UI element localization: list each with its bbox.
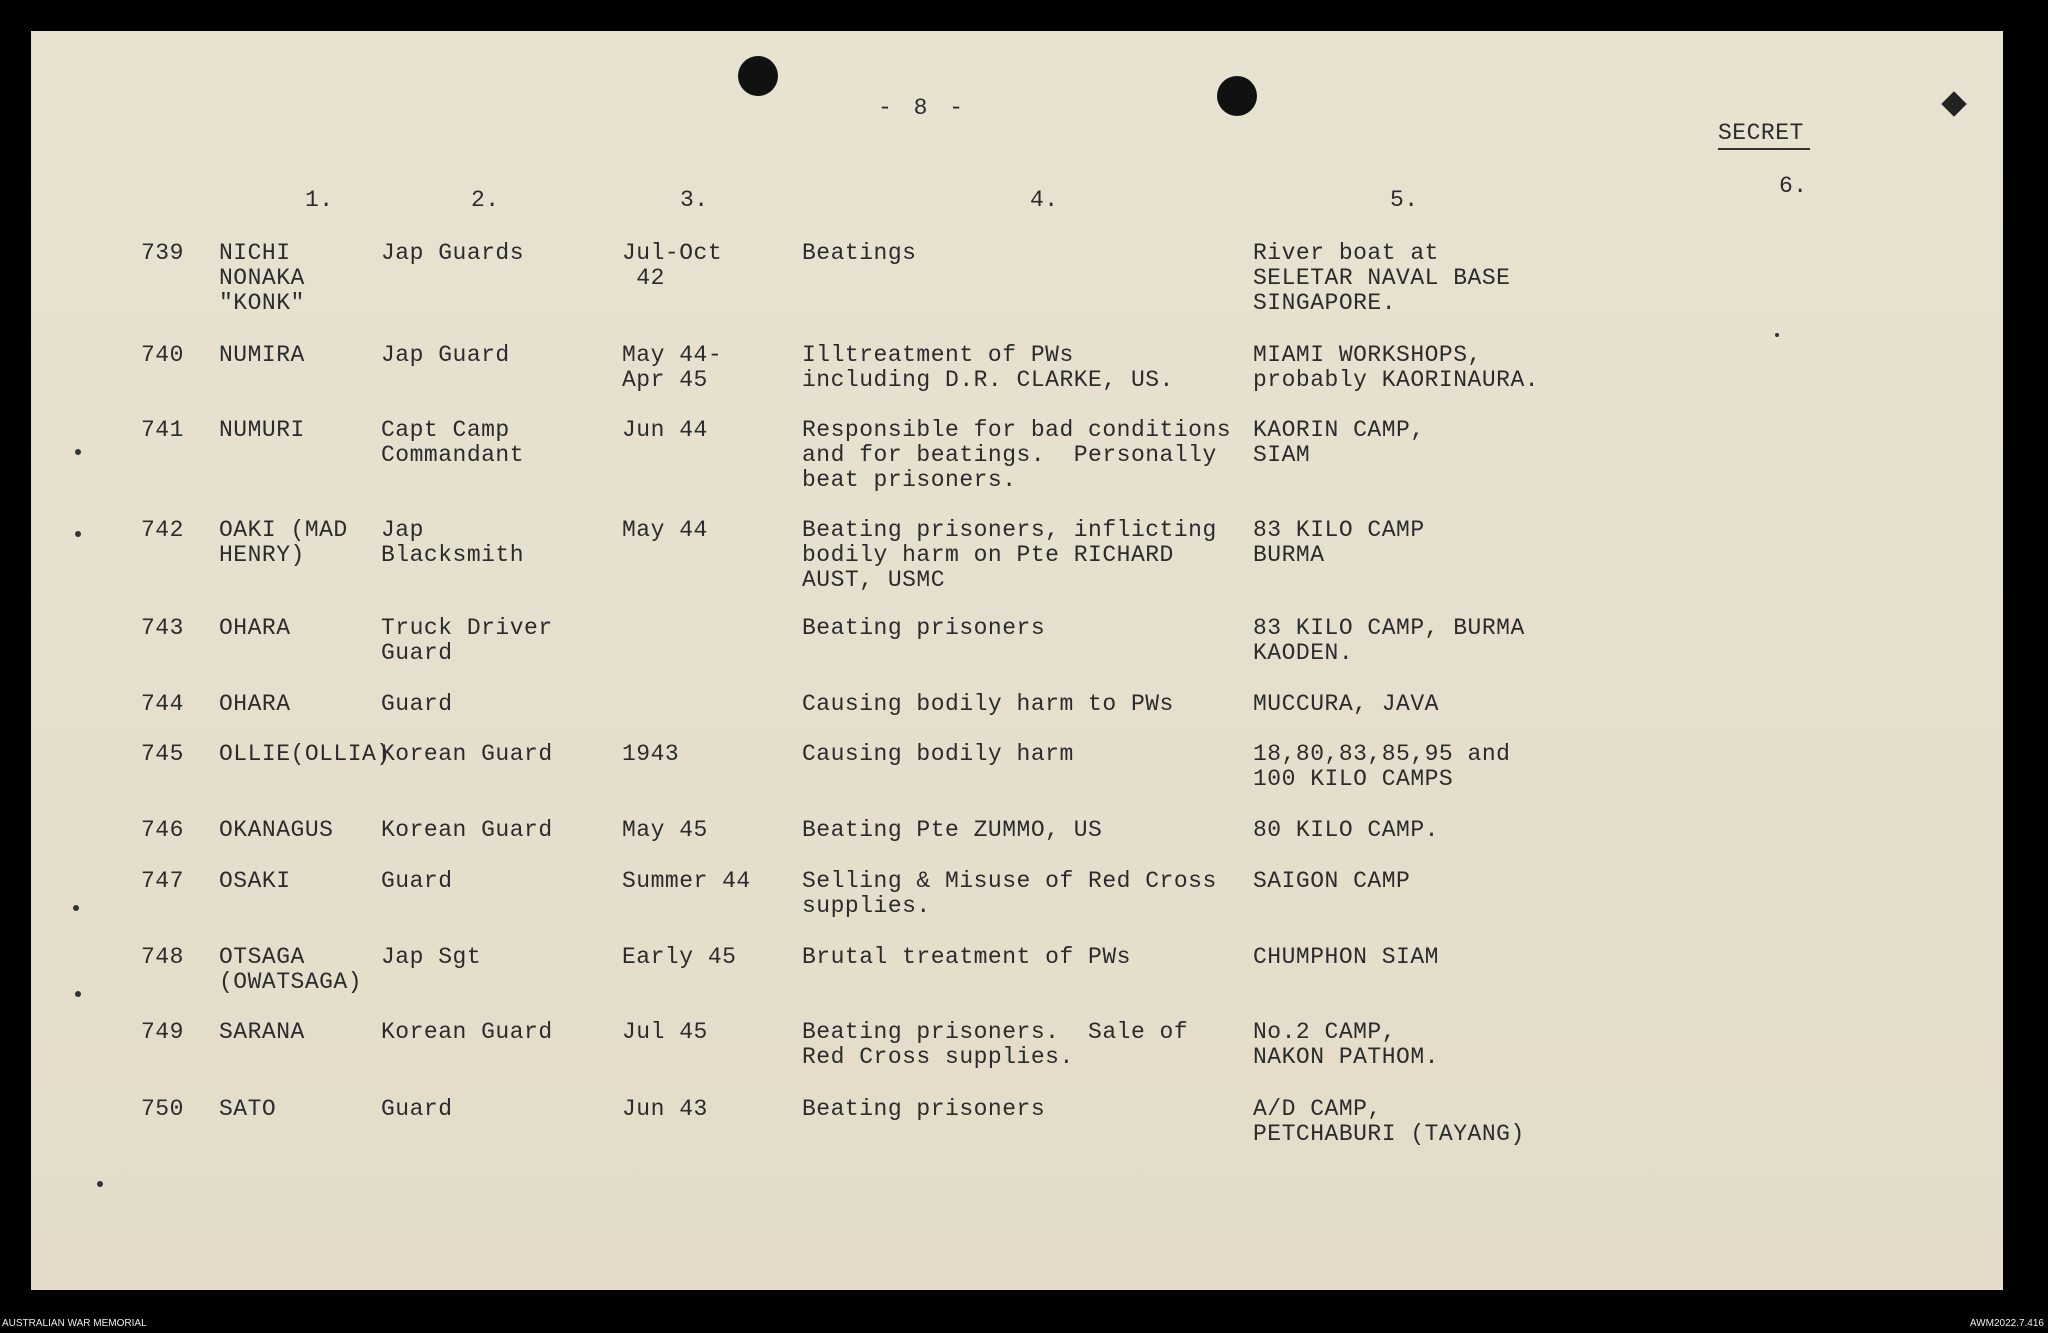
cell-offence: Causing bodily harm <box>802 741 1074 767</box>
cell-offence: Causing bodily harm to PWs <box>802 691 1174 717</box>
classification-label: SECRET <box>1718 120 1804 146</box>
page-number: - 8 - <box>878 95 968 121</box>
cell-rank: Korean Guard <box>381 1019 553 1045</box>
cell-offence: Beating prisoners <box>802 1096 1046 1122</box>
corner-mark <box>1941 91 1966 116</box>
cell-date: Jun 43 <box>622 1096 708 1122</box>
cell-no: 740 <box>141 342 184 368</box>
cell-rank: Guard <box>381 1096 453 1122</box>
cell-offence: Beating prisoners, inflicting bodily harm on Pte RICHARD AUST, USMC <box>802 517 1217 593</box>
cell-offence: Beating prisoners <box>802 615 1046 641</box>
cell-rank: Capt Camp Commandant <box>381 417 525 468</box>
cell-date: Jul-Oct 42 <box>622 240 723 291</box>
cell-no: 749 <box>141 1019 184 1045</box>
cell-no: 739 <box>141 240 184 266</box>
column-header-3: 3. <box>680 187 709 213</box>
footer-accession: AWM2022.7.416 <box>1969 1318 2044 1329</box>
cell-rank: Jap Guard <box>381 342 510 368</box>
cell-date: May 45 <box>622 817 708 843</box>
cell-rank: Jap Guards <box>381 240 525 266</box>
cell-place: MIAMI WORKSHOPS, probably KAORINAURA. <box>1253 342 1540 393</box>
cell-no: 741 <box>141 417 184 443</box>
cell-offence: Beating prisoners. Sale of Red Cross supplies. <box>802 1019 1189 1070</box>
cell-place: 83 KILO CAMP BURMA <box>1253 517 1425 568</box>
cell-no: 750 <box>141 1096 184 1122</box>
cell-place: No.2 CAMP, NAKON PATHOM. <box>1253 1019 1439 1070</box>
cell-place: A/D CAMP, PETCHABURI (TAYANG) <box>1253 1096 1525 1147</box>
cell-place: 83 KILO CAMP, BURMA KAODEN. <box>1253 615 1525 666</box>
margin-speck <box>97 1181 103 1187</box>
margin-speck <box>75 531 81 537</box>
margin-speck <box>73 905 79 911</box>
cell-rank: Guard <box>381 868 453 894</box>
cell-date: 1943 <box>622 741 680 767</box>
column-header-6: 6. <box>1779 173 1808 199</box>
margin-speck <box>75 991 81 997</box>
cell-place: MUCCURA, JAVA <box>1253 691 1439 717</box>
cell-no: 743 <box>141 615 184 641</box>
cell-name: OTSAGA (OWATSAGA) <box>219 944 363 995</box>
column-header-2: 2. <box>471 187 500 213</box>
cell-name: NUMURI <box>219 417 305 443</box>
cell-place: KAORIN CAMP, SIAM <box>1253 417 1425 468</box>
cell-date: May 44- Apr 45 <box>622 342 723 393</box>
cell-no: 746 <box>141 817 184 843</box>
cell-rank: Jap Blacksmith <box>381 517 525 568</box>
cell-name: OSAKI <box>219 868 291 894</box>
cell-no: 745 <box>141 741 184 767</box>
cell-place: River boat at SELETAR NAVAL BASE SINGAPORE. <box>1253 240 1511 316</box>
cell-rank: Guard <box>381 691 453 717</box>
cell-name: OHARA <box>219 615 291 641</box>
cell-place: SAIGON CAMP <box>1253 868 1411 894</box>
cell-name: NUMIRA <box>219 342 305 368</box>
column-header-5: 5. <box>1390 187 1419 213</box>
cell-name: OKANAGUS <box>219 817 334 843</box>
cell-offence: Selling & Misuse of Red Cross supplies. <box>802 868 1217 919</box>
cell-date: Jul 45 <box>622 1019 708 1045</box>
cell-offence: Illtreatment of PWs including D.R. CLARKE, US. <box>802 342 1174 393</box>
cell-name: OLLIE(OLLIA) <box>219 741 391 767</box>
cell-date: May 44 <box>622 517 708 543</box>
cell-no: 747 <box>141 868 184 894</box>
cell-rank: Jap Sgt <box>381 944 482 970</box>
classification-underline <box>1718 148 1810 150</box>
cell-offence: Responsible for bad conditions and for beatings. Personally beat prisoners. <box>802 417 1232 493</box>
cell-offence: Brutal treatment of PWs <box>802 944 1131 970</box>
cell-name: SATO <box>219 1096 277 1122</box>
cell-name: OAKI (MAD HENRY) <box>219 517 348 568</box>
margin-speck <box>1775 333 1779 337</box>
cell-date: Jun 44 <box>622 417 708 443</box>
cell-no: 748 <box>141 944 184 970</box>
column-header-4: 4. <box>1030 187 1059 213</box>
cell-rank: Korean Guard <box>381 741 553 767</box>
cell-rank: Korean Guard <box>381 817 553 843</box>
punch-hole-right <box>1217 76 1257 116</box>
column-header-1: 1. <box>305 187 334 213</box>
cell-offence: Beatings <box>802 240 917 266</box>
cell-rank: Truck Driver Guard <box>381 615 553 666</box>
cell-place: CHUMPHON SIAM <box>1253 944 1439 970</box>
cell-name: SARANA <box>219 1019 305 1045</box>
cell-name: NICHI NONAKA "KONK" <box>219 240 305 316</box>
cell-no: 744 <box>141 691 184 717</box>
cell-name: OHARA <box>219 691 291 717</box>
punch-hole-left <box>738 56 778 96</box>
cell-offence: Beating Pte ZUMMO, US <box>802 817 1103 843</box>
cell-no: 742 <box>141 517 184 543</box>
cell-place: 18,80,83,85,95 and 100 KILO CAMPS <box>1253 741 1511 792</box>
margin-speck <box>75 449 81 455</box>
cell-place: 80 KILO CAMP. <box>1253 817 1439 843</box>
cell-date: Early 45 <box>622 944 737 970</box>
footer-credit: AUSTRALIAN WAR MEMORIAL <box>2 1318 147 1329</box>
cell-date: Summer 44 <box>622 868 751 894</box>
